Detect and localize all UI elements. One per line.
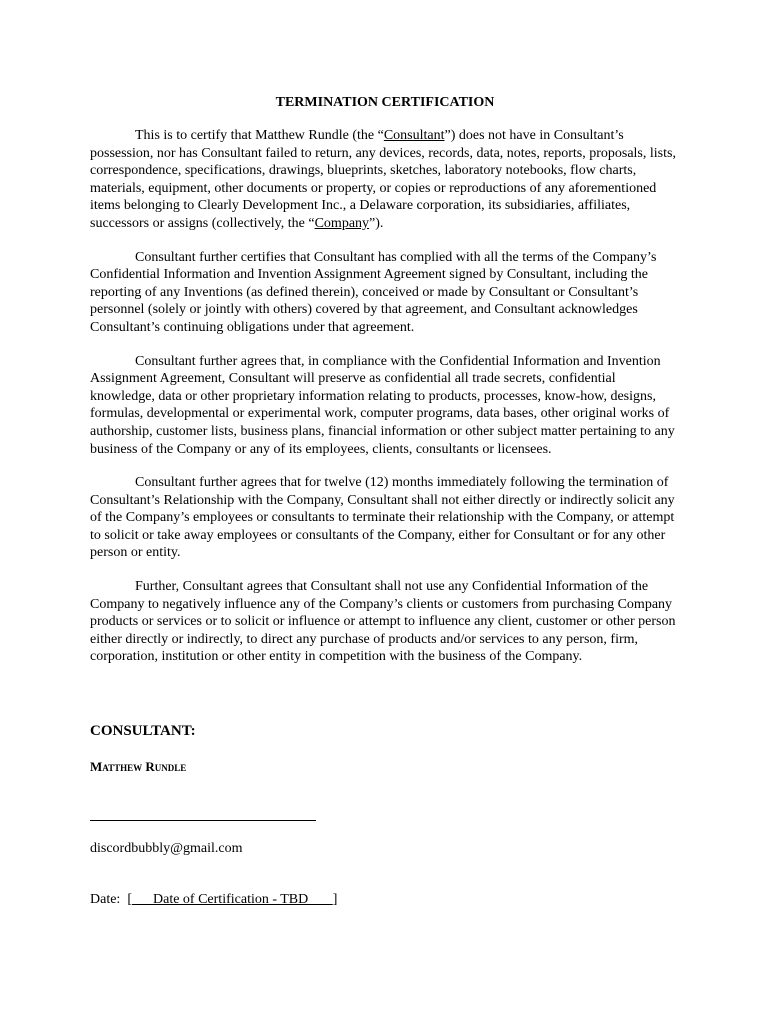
p1-middle: ”) does not have in Consultant’s possession, nor has Consultant failed to return, any devices, records, data, notes, reports, proposals, lists, correspondence, specifications, drawings, blueprints, sketches, laboratory notebooks, flow charts, materials, equipment, other documents or property, or copies or reproductions of any aforementioned items belonging to Clearly Development Inc., a Delaware corporation, its subsidiaries, affiliates, successors or assigns (collectively, the “ xyxy=(90,128,676,231)
p1-before: This is to certify that Matthew Rundle (the “ xyxy=(135,128,384,143)
date-label: Date: xyxy=(90,892,121,907)
signature-block-label: CONSULTANT: xyxy=(90,723,196,739)
document-page xyxy=(90,94,680,907)
paragraph-non-use: Further, Consultant agrees that Consultant shall not use any Confidential Information of the Company to negatively influence any of the Company’s clients or customers from purchasing Company products or services or to solicit or influence or attempt to influence any client, customer or other person either directly or indirectly, to direct any purchase of products and/or services to any person, firm, corporation, institution or other entity in competition with the business of the Company. xyxy=(90,579,676,665)
consultant-name: Matthew Rundle xyxy=(90,759,187,774)
document-title: TERMINATION CERTIFICATION xyxy=(275,95,495,110)
date-open-bracket: [ xyxy=(127,892,132,907)
signature-line xyxy=(90,820,316,821)
defined-term-consultant: Consultant xyxy=(383,128,445,143)
p1-after: ”). xyxy=(369,215,384,231)
paragraph-possession xyxy=(90,127,680,233)
date-field xyxy=(127,892,337,907)
date-close-bracket: ] xyxy=(332,892,338,907)
consultant-email: discordbubbly@gmail.com xyxy=(90,841,243,856)
date-value: Date of Certification - TBD xyxy=(132,892,333,907)
paragraph-confidentiality: Consultant further agrees that, in compliance with the Confidential Information and Invention Assignment Agreement, Consultant will preserve as confidential all trade secrets, confidential knowledge, data or other proprietary information relating to products, processes, know-how, designs, formulas, developmental or experimental work, computer programs, data bases, other original works of authorship, customer lists, business plans, financial information or other subject matter pertaining to any business of the Company or any of its employees, clients, consultants or licensees. xyxy=(90,353,675,457)
date-row xyxy=(90,891,337,908)
paragraph-compliance: Consultant further certifies that Consultant has complied with all the terms of the Company’s Confidential Information and Invention Assignment Agreement signed by Consultant, including the reporting of any Inventions (as defined therein), conceived or made by Consultant or Consultant’s personnel (solely or jointly with others) covered by that agreement, and Consultant acknowledges Consultant’s continuing obligations under that agreement. xyxy=(90,249,657,335)
paragraph-non-solicit: Consultant further agrees that for twelve (12) months immediately following the termination of Consultant’s Relationship with the Company, Consultant shall not either directly or indirectly solicit any of the Company’s employees or consultants to terminate their relationship with the Company, or attempt to solicit or take away employees or consultants of the Company, either for Consultant or for any other person or entity. xyxy=(90,475,675,561)
defined-term-company: Company xyxy=(314,215,370,231)
